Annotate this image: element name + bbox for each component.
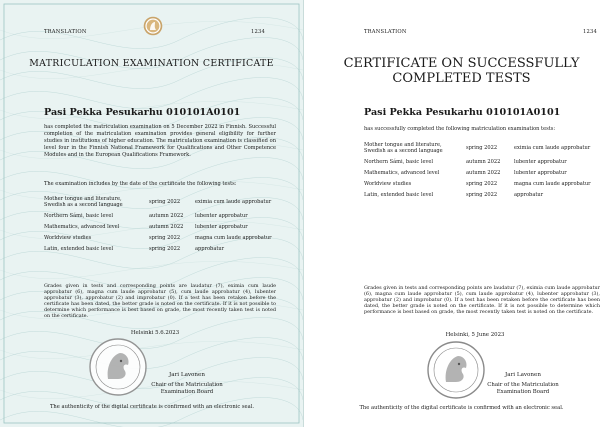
test-date: spring 2022 bbox=[466, 192, 498, 199]
test-subject-line: Swedish as a second language bbox=[44, 202, 123, 209]
test-date: autumn 2022 bbox=[466, 159, 501, 166]
test-date: spring 2022 bbox=[466, 145, 498, 152]
grades-note: Grades given in tests and corresponding points are laudatur (7), eximia cum laude approbatur (6), magna cum laude approbatur (5), cum laude approbatur (4), lubenter approbatur (3), approbatur (2) and improbatur (0). If a test has been retaken before the certificate has been dated, the better grade is noted on the certificate. If it is not possible to determine which performance is best based on grade, the most recently taken test is noted on the certificate. bbox=[364, 285, 600, 316]
signer-title-line2: Examination Board bbox=[496, 389, 550, 395]
test-grade: magna cum laude approbatur bbox=[195, 235, 272, 242]
test-row bbox=[44, 196, 276, 213]
test-date: spring 2022 bbox=[149, 235, 181, 242]
test-subject-line: Northern Sámi, basic level bbox=[364, 159, 434, 166]
test-date: spring 2022 bbox=[149, 246, 181, 253]
grades-note: Grades given in tests and corresponding points are laudatur (7), eximia cum laude approbatur (6), magna cum laude approbatur (5), cum laude approbatur (4), lubenter approbatur (3), approbatur (2) and improbatur (0). If a test has been retaken before the certificate has been dated, the better grade is noted on the certificate. If it is not possible to determine which performance is best based on grade, the most recently taken test is noted on the certificate. bbox=[44, 283, 276, 320]
test-subject-line: Latin, extended basic level bbox=[364, 192, 434, 199]
certificate-title-line2: COMPLETED TESTS bbox=[392, 71, 531, 86]
test-subject bbox=[364, 170, 439, 176]
includes-text: The examination includes by the date of the certificate the following tests: bbox=[44, 181, 237, 187]
test-subject-line: Mathematics, advanced level bbox=[44, 224, 120, 231]
test-row bbox=[364, 192, 600, 203]
intro-paragraph: has completed the matriculation examination on 5 December 2022 in Finnish. Successful completion of the matriculation examination provides general eligibility for further studies in institutions of higher education. The matriculation examination is classified on level four in the Finnish National Framework for Qualifications and Other Competence Modules and in the European Qualifications Framework. bbox=[44, 124, 276, 158]
test-row bbox=[44, 235, 276, 246]
test-date: spring 2022 bbox=[466, 181, 498, 188]
test-grade: approbatur bbox=[195, 246, 225, 253]
translation-label: TRANSLATION bbox=[44, 29, 87, 35]
signer-name: Jari Lavonen bbox=[169, 372, 205, 378]
test-grade: lubenter approbatur bbox=[195, 213, 248, 220]
test-row bbox=[364, 181, 600, 192]
test-subject bbox=[44, 196, 123, 209]
intro-text: has successfully completed the following matriculation examination tests: bbox=[364, 126, 556, 132]
test-row bbox=[44, 224, 276, 235]
matriculation-certificate-page bbox=[0, 0, 304, 427]
test-subject bbox=[364, 181, 411, 187]
test-subject bbox=[44, 246, 113, 252]
certificate-number: 1234 bbox=[582, 29, 597, 35]
test-subject-line: Swedish as a second language bbox=[364, 148, 443, 155]
test-subject bbox=[364, 159, 433, 165]
test-row bbox=[364, 170, 600, 181]
signer-title-line1: Chair of the Matriculation bbox=[151, 382, 223, 388]
signer-title-line1: Chair of the Matriculation bbox=[487, 382, 559, 388]
test-grade: eximia cum laude approbatur bbox=[195, 199, 272, 206]
translation-label: TRANSLATION bbox=[364, 29, 407, 35]
test-row bbox=[44, 246, 276, 257]
test-row bbox=[364, 142, 600, 159]
test-grade: magna cum laude approbatur bbox=[514, 181, 591, 188]
test-subject-line: Northern Sámi, basic level bbox=[44, 213, 114, 220]
test-grade: lubenter approbatur bbox=[514, 159, 567, 166]
test-date: autumn 2022 bbox=[149, 224, 184, 231]
student-name: Pasi Pekka Pesukarhu 010101A0101 bbox=[364, 107, 561, 118]
test-subject-line: Worldview studies bbox=[364, 181, 412, 188]
test-date: spring 2022 bbox=[149, 199, 181, 206]
test-grade: lubenter approbatur bbox=[195, 224, 248, 231]
place-date: Helsinki, 5 June 2023 bbox=[445, 332, 505, 338]
test-subject bbox=[44, 235, 91, 241]
test-subject-line: Mathematics, advanced level bbox=[364, 170, 440, 177]
test-subject-line: Worldview studies bbox=[44, 235, 92, 242]
test-subject bbox=[364, 192, 433, 198]
tests-table bbox=[44, 196, 276, 257]
signer-name: Jari Lavonen bbox=[505, 372, 541, 378]
test-subject bbox=[44, 224, 119, 230]
test-subject-line: Latin, extended basic level bbox=[44, 246, 114, 253]
test-date: autumn 2022 bbox=[466, 170, 501, 177]
place-date: Helsinki 5.6.2023 bbox=[130, 330, 180, 336]
student-name: Pasi Pekka Pesukarhu 010101A0101 bbox=[44, 107, 241, 118]
test-subject-line: Mother tongue and literature, bbox=[44, 196, 122, 202]
test-row bbox=[364, 159, 600, 170]
certificate-title: MATRICULATION EXAMINATION CERTIFICATE bbox=[29, 58, 274, 69]
test-subject bbox=[364, 142, 443, 155]
certificate-number: 1234 bbox=[250, 29, 265, 35]
tests-table bbox=[364, 142, 600, 203]
authenticity-footer: The authenticity of the digital certificate is confirmed with an electronic seal. bbox=[359, 405, 564, 411]
authenticity-footer: The authenticity of the digital certificate is confirmed with an electronic seal. bbox=[49, 404, 255, 410]
signer-title-line2: Examination Board bbox=[160, 389, 214, 395]
test-grade: approbatur bbox=[514, 192, 544, 199]
test-grade: lubenter approbatur bbox=[514, 170, 567, 177]
test-date: autumn 2022 bbox=[149, 213, 184, 220]
certificate-title-line1: CERTIFICATE ON SUCCESSFULLY bbox=[343, 56, 580, 71]
test-subject-line: Mother tongue and literature, bbox=[364, 142, 442, 148]
tests-certificate-page bbox=[308, 0, 615, 427]
test-subject bbox=[44, 213, 113, 219]
test-grade: eximia cum laude approbatur bbox=[514, 145, 591, 152]
gold-medallion-icon bbox=[143, 16, 163, 36]
test-row bbox=[44, 213, 276, 224]
